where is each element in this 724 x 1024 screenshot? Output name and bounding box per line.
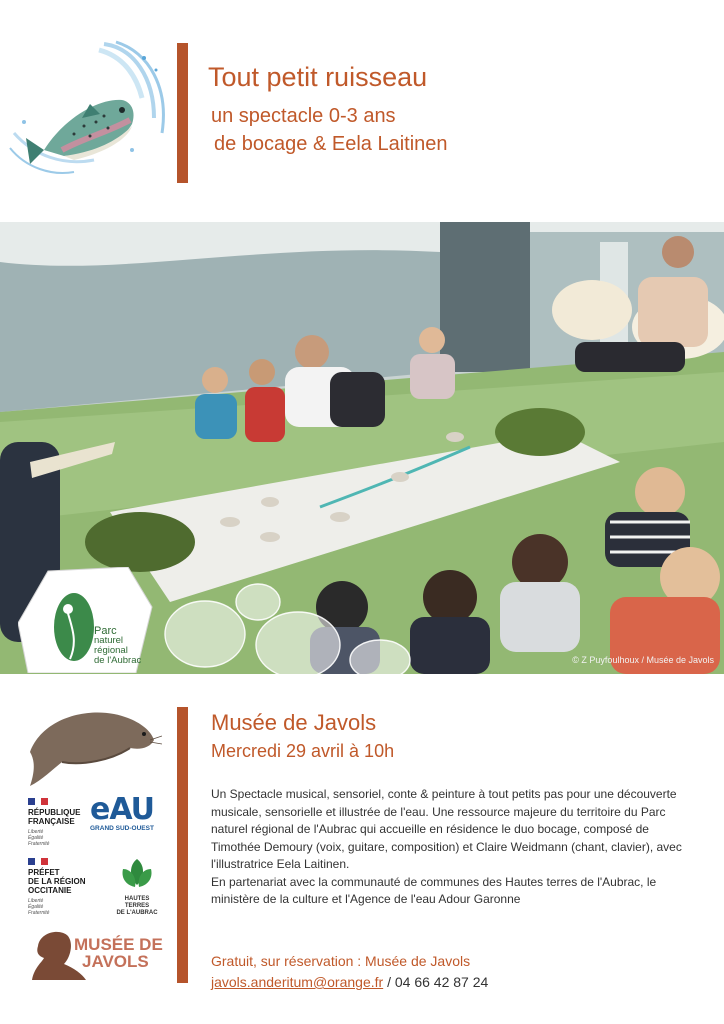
price-info: Gratuit, sur réservation : Musée de Javols (211, 953, 471, 969)
rf-line-2: FRANÇAISE (28, 817, 75, 826)
parc-line-4: de l'Aubrac (94, 655, 142, 666)
parc-line-3: régional (94, 645, 128, 656)
prefet-line-1: PRÉFET (28, 868, 60, 877)
eau-subtitle: GRAND SUD-OUEST (90, 825, 154, 832)
subtitle-line-1: un spectacle 0-3 ans (211, 105, 396, 127)
hautes-terres-aubrac-logo (112, 855, 162, 917)
prefet-line-2: DE LA RÉGION (28, 877, 86, 886)
description-paragraph-2: En partenariat avec la communauté de communes des Hautes terres de l'Aubrac, le ministère de la culture et l'Agence de l'eau Adour Garonne (211, 874, 657, 906)
prefet-motto-1: Liberté (28, 898, 44, 904)
prefet-occitanie-logo (28, 858, 85, 916)
subtitle-line-2: de bocage & Eela Laitinen (214, 133, 448, 155)
show-title: Tout petit ruisseau (208, 62, 428, 92)
musee-line-2: JAVOLS (82, 952, 149, 971)
event-date: Mercredi 29 avril à 10h (211, 741, 395, 761)
email-link[interactable]: javols.anderitum@orange.fr (211, 974, 384, 990)
parc-line-2: naturel (94, 635, 124, 646)
venue-title: Musée de Javols (211, 710, 377, 735)
event-description (211, 786, 701, 909)
prefet-motto-2: Égalité (28, 904, 44, 910)
contact-line (211, 974, 488, 990)
photo-credit: © Z Puyfoulhoux / Musée de Javols (572, 655, 714, 665)
musee-javols-wordmark (74, 936, 163, 970)
parc-aubrac-text (94, 626, 141, 666)
prefet-line-3: OCCITANIE (28, 886, 72, 895)
trout-illustration (4, 38, 170, 178)
phone-number: / 04 66 42 87 24 (383, 974, 489, 990)
prefet-motto-3: Fraternité (28, 910, 50, 916)
description-paragraph-1: Un Spectacle musical, sensoriel, conte & peinture à tout petits pas pour une découverte musicale, sensorielle et illustrée de l'eau. Une ressource majeure du territoire du Parc naturel régional de l'Aubrac qui accueille en résidence le duo bocage, composé de Timothée Demoury (voix, guitare, composition) et Claire Weidmann (chant, clavier), avec l'illustratrice Eela Laitinen. (211, 787, 682, 871)
rf-motto-2: Égalité (28, 835, 44, 841)
eau-wordmark: eAU (90, 792, 155, 827)
accent-bar-bottom (177, 707, 188, 983)
musee-line-1: MUSÉE DE (74, 935, 163, 954)
show-subtitle (211, 102, 448, 158)
rf-motto-3: Fraternité (28, 841, 50, 847)
agence-eau-logo (90, 792, 160, 832)
republique-francaise-logo (28, 798, 80, 847)
french-flag-icon (28, 858, 48, 865)
rf-motto-1: Liberté (28, 829, 44, 835)
otter-illustration (22, 700, 162, 790)
ht-line-1: HAUTES TERRES (124, 896, 150, 909)
french-flag-icon (28, 798, 48, 805)
parc-line-1: Parc (94, 625, 117, 637)
accent-bar-top (177, 43, 188, 183)
ht-line-2: DE L'AUBRAC (116, 910, 158, 916)
rf-line-1: RÉPUBLIQUE (28, 808, 81, 817)
leaves-icon (115, 855, 159, 891)
